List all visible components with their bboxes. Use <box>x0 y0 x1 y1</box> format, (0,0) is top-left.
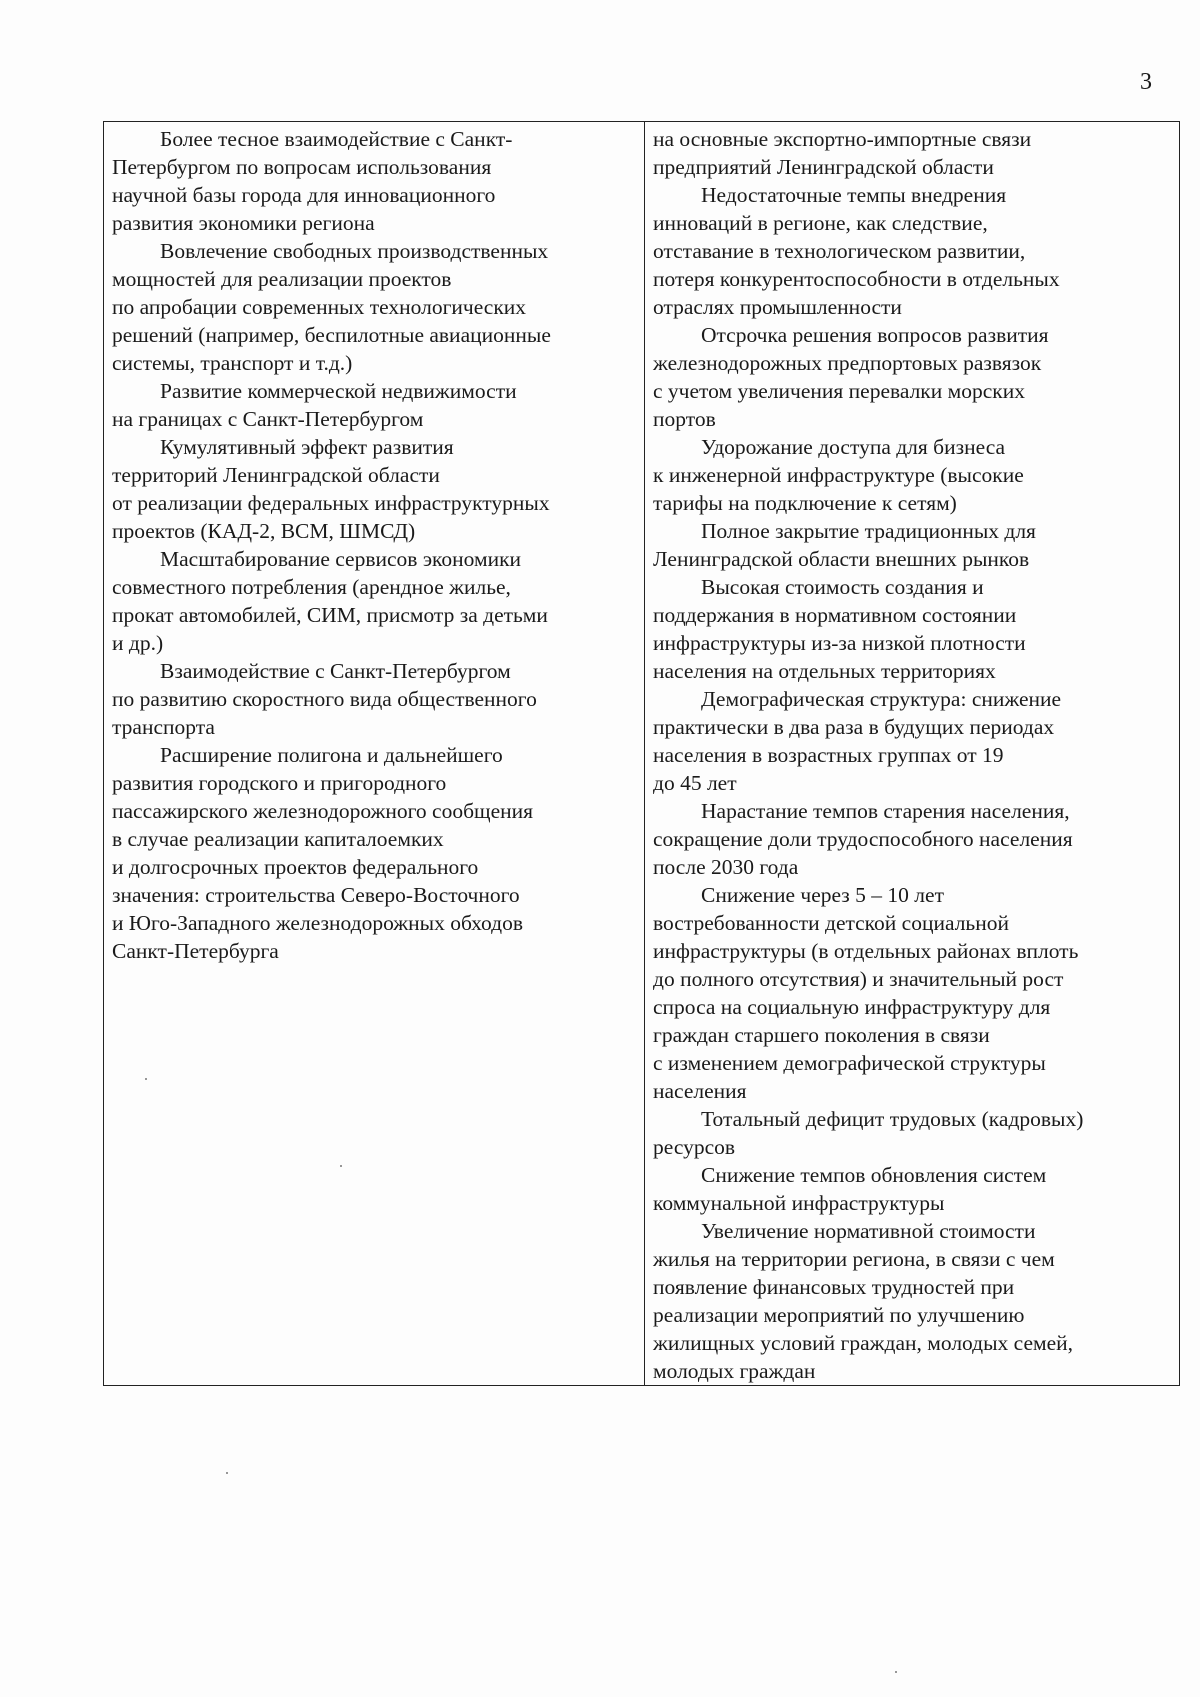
table-paragraph: Развитие коммерческой недвижимости на границах с Санкт-Петербургом <box>112 379 517 431</box>
table-paragraph: Более тесное взаимодействие с Санкт- Петербургом по вопросам использования научной базы города для инновационного развития экономики региона <box>112 127 513 235</box>
scan-speck <box>226 1472 228 1474</box>
table-paragraph: Вовлечение свободных производственных мощностей для реализации проектов по апробации современных технологических решений (например, беспилотные авиационные системы, транспорт и т.д.) <box>112 239 551 375</box>
table-paragraph: Полное закрытие традиционных для Ленинградской области внешних рынков <box>653 519 1036 571</box>
table-paragraph: Снижение через 5 – 10 лет востребованности детской социальной инфраструктуры (в отдельных районах вплоть до полного отсутствия) и значительный рост спроса на социальную инфраструктуру для граждан старшего поколения в связи с изменением демографической структуры населения <box>653 883 1079 1103</box>
scan-speck <box>145 1078 147 1080</box>
table-paragraph-continuation: на основные экспортно-импортные связи предприятий Ленинградской области <box>653 127 1032 179</box>
threats-cell <box>645 122 1180 1386</box>
table-paragraph: Тотальный дефицит трудовых (кадровых) ресурсов <box>653 1107 1084 1159</box>
opportunities-cell <box>104 122 645 1386</box>
table-paragraph: Взаимодействие с Санкт-Петербургом по развитию скоростного вида общественного транспорта <box>112 659 537 739</box>
table-paragraph: Расширение полигона и дальнейшего развития городского и пригородного пассажирского железнодорожного сообщения в случае реализации капиталоемких и долгосрочных проектов федерального значения: строительства Северо-Восточного и Юго-Западного железнодорожных обходов Санкт-Петербурга <box>112 743 534 963</box>
scan-speck <box>895 1671 897 1673</box>
table-paragraph: Снижение темпов обновления систем коммунальной инфраструктуры <box>653 1163 1047 1215</box>
table-row <box>104 122 1180 1386</box>
page-number: 3 <box>1140 69 1152 95</box>
table-paragraph: Масштабирование сервисов экономики совместного потребления (арендное жилье, прокат автомобилей, СИМ, присмотр за детьми и др.) <box>112 547 548 655</box>
table-paragraph: Нарастание темпов старения населения, сокращение доли трудоспособного населения после 2030 года <box>653 799 1073 879</box>
table-paragraph: Увеличение нормативной стоимости жилья на территории региона, в связи с чем появление финансовых трудностей при реализации мероприятий по улучшению жилищных условий граждан, молодых семей, молодых граждан <box>653 1219 1074 1383</box>
table-paragraph: Отсрочка решения вопросов развития железнодорожных предпортовых развязок с учетом увеличения перевалки морских портов <box>653 323 1049 431</box>
table-paragraph: Недостаточные темпы внедрения инноваций в регионе, как следствие, отставание в технологическом развитии, потеря конкурентоспособности в отдельных отраслях промышленности <box>653 183 1060 319</box>
table-paragraph: Кумулятивный эффект развития территорий Ленинградской области от реализации федеральных инфраструктурных проектов (КАД-2, ВСМ, ШМСД) <box>112 435 550 543</box>
table-paragraph: Демографическая структура: снижение практически в два раза в будущих периодах населения в возрастных группах от 19 до 45 лет <box>653 687 1062 795</box>
swot-table <box>103 121 1180 1386</box>
table-paragraph: Удорожание доступа для бизнеса к инженерной инфраструктуре (высокие тарифы на подключение к сетям) <box>653 435 1024 515</box>
scan-speck <box>340 1165 342 1167</box>
table-paragraph: Высокая стоимость создания и поддержания в нормативном состоянии инфраструктуры из-за низкой плотности населения на отдельных территориях <box>653 575 1026 683</box>
